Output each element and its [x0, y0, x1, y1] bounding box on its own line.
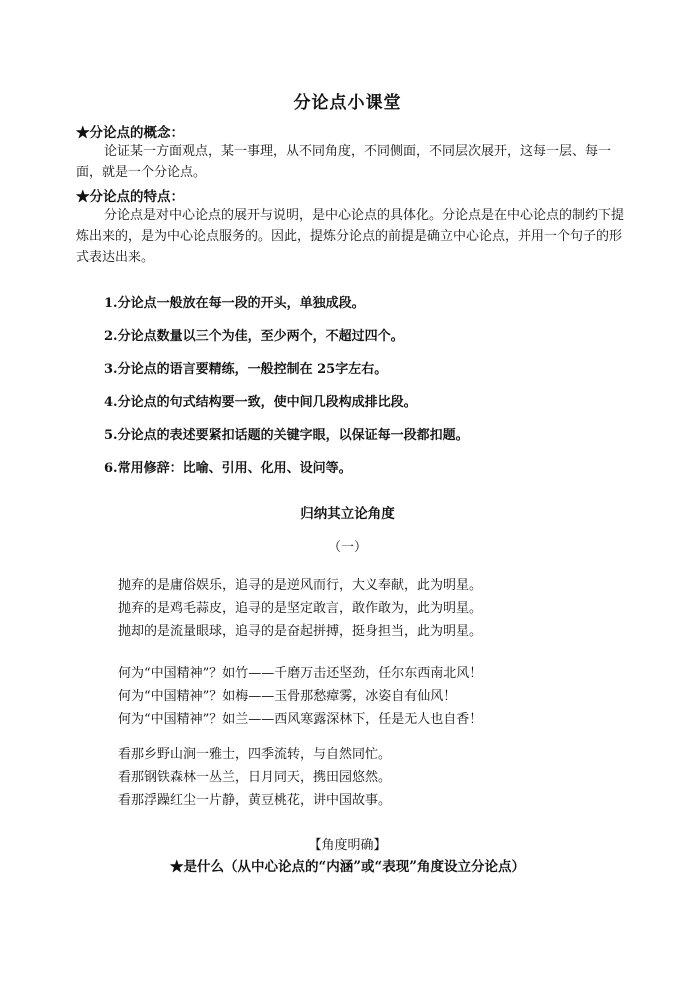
angle-label: 【角度明确】 [308, 838, 387, 853]
rule-item: 6.常用修辞：比喻、引用、化用、设问等。 [104, 461, 352, 476]
stanza-scenery [118, 743, 391, 812]
rule-item: 2.分论点数量以三个为佳，至少两个，不超过四个。 [104, 329, 404, 344]
rule-item: 4.分论点的句式结构要一致，使中间几段构成排比段。 [104, 395, 417, 410]
stanza-line: 何为“中国精神”？如兰——西风寒露深林下，任是无人也自香！ [118, 712, 483, 727]
stanza-star [118, 574, 482, 643]
stanza-line: 抛弃的是庸俗娱乐，追寻的是逆风而行，大义奉献，此为明星。 [118, 578, 483, 593]
features-heading: ★分论点的特点： [76, 189, 184, 205]
stanza-line: 看那钢铁森林一丛兰，日月同天，携田园悠然。 [118, 770, 392, 785]
rule-item: 1.分论点一般放在每一段的开头，单独成段。 [104, 296, 365, 311]
concept-heading: ★分论点的概念： [76, 125, 184, 141]
stanza-spirit [118, 662, 482, 731]
rule-item: 3.分论点的语言要精练，一般控制在 25字左右。 [104, 362, 388, 377]
angle-subtitle: ★是什么（从中心论点的“内涵”或“表现”角度设立分论点） [169, 859, 526, 875]
section-number: （一） [327, 540, 367, 555]
stanza-line: 看那浮躁红尘一片静，黄豆桃花，讲中国故事。 [118, 793, 392, 808]
page-title: 分论点小课堂 [293, 93, 402, 113]
stanza-line: 抛弃的是鸡毛蒜皮，追寻的是坚定敢言，敢作敢为，此为明星。 [118, 601, 483, 616]
stanza-line: 何为“中国精神”？如梅——玉骨那愁瘴雾，冰姿自有仙风！ [118, 689, 457, 704]
section-title: 归纳其立论角度 [300, 506, 395, 522]
stanza-line: 抛却的是流量眼球，追寻的是奋起拼搏，挺身担当，此为明星。 [118, 624, 483, 639]
rule-item: 5.分论点的表述要紧扣话题的关键字眼，以保证每一段都扣题。 [104, 428, 469, 443]
rules-list [104, 294, 469, 492]
concept-paragraph: 论证某一方面观点，某一事理，从不同角度，不同侧面，不同层次展开，这每一层、每一面，就是一个分论点。 [76, 144, 612, 180]
features-paragraph: 分论点是对中心论点的展开与说明，是中心论点的具体化。分论点是在中心论点的制约下提炼出来的，是为中心论点服务的。因此，提炼分论点的前提是确立中心论点，并用一个句子的形式表达出来。 [76, 208, 625, 265]
stanza-line: 何为“中国精神”？如竹——千磨万击还坚劲，任尔东西南北风！ [118, 666, 483, 681]
stanza-line: 看那乡野山涧一雅士，四季流转，与自然同忙。 [118, 747, 392, 762]
